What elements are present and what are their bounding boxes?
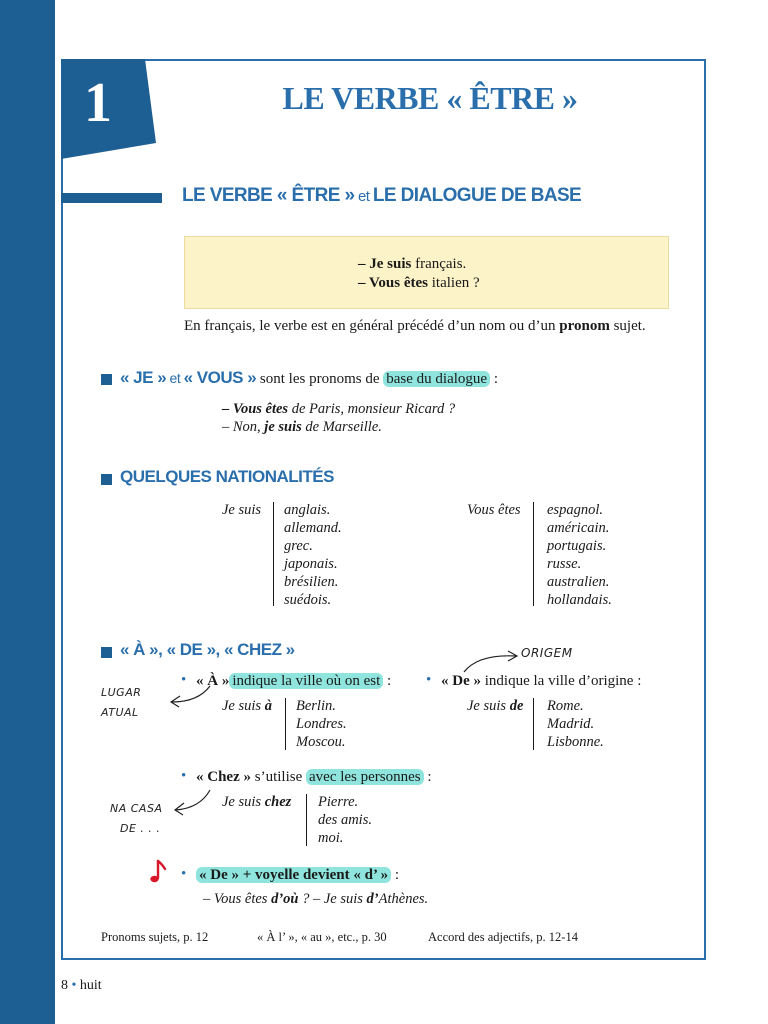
square-bullet-icon <box>101 647 112 658</box>
list-item: allemand. <box>284 520 342 536</box>
list-item: américain. <box>547 520 610 536</box>
handwritten-de: DE . . . <box>120 822 161 835</box>
arrow-icon <box>170 786 216 816</box>
highlight-ville: indique la ville où on est <box>229 673 383 689</box>
list-divider <box>533 698 534 750</box>
example-vous-etes: – Vous êtes de Paris, monsieur Ricard ? <box>222 401 456 417</box>
list-item: des amis. <box>318 812 372 828</box>
list-item: portugais. <box>547 538 607 554</box>
list-item: Madrid. <box>547 716 595 732</box>
chez-people-list <box>318 793 372 847</box>
je-suis-a-label: Je suis à <box>222 698 272 714</box>
a-cities-list <box>296 697 347 751</box>
list-item: Rome. <box>547 698 584 714</box>
list-item: moi. <box>318 830 344 846</box>
example-je-suis: – Non, je suis de Marseille. <box>222 419 382 435</box>
list-divider <box>273 502 274 606</box>
section-rule <box>61 193 162 203</box>
nationalites-list-right <box>547 501 612 609</box>
voyelle-rule: « De » + voyelle devient « d’ » : <box>196 867 399 884</box>
list-divider <box>306 794 307 846</box>
je-suis-chez-label: Je suis chez <box>222 794 292 810</box>
footer-ref-a-l: « À l’ », « au », etc., p. 30 <box>257 930 387 944</box>
list-item: Londres. <box>296 716 347 732</box>
nationalites-heading: QUELQUES NATIONALITÉS <box>120 467 334 486</box>
nationalites-list-left <box>284 501 342 609</box>
handwritten-atual: ATUAL <box>101 706 139 719</box>
vous-etes-label: Vous êtes <box>467 502 521 518</box>
music-note-icon <box>146 858 168 886</box>
list-item: japonais. <box>284 556 338 572</box>
bullet-dot-icon: • <box>181 672 187 688</box>
list-item: Moscou. <box>296 734 346 750</box>
list-divider <box>533 502 534 606</box>
example-line-2: – Vous êtes italien ? <box>358 275 480 291</box>
highlight-voyelle: « De » + voyelle devient « d’ » <box>196 867 391 883</box>
bullet-dot-icon: • <box>181 866 187 882</box>
list-item: anglais. <box>284 502 331 518</box>
je-suis-label: Je suis <box>222 502 262 518</box>
bullet-dot-icon: • <box>181 768 187 784</box>
handwritten-origem: ORIGEM <box>521 646 573 660</box>
handwritten-na-casa: NA CASA <box>110 802 163 815</box>
square-bullet-icon <box>101 374 112 385</box>
intro-text: En français, le verbe est en général précédé d’un nom ou d’un pronom sujet. <box>184 318 646 334</box>
je-vous-heading: « JE » et « VOUS » sont les pronoms de base du dialogue : <box>120 368 498 387</box>
page-number: 8 • huit <box>61 978 102 993</box>
chez-rule: « Chez » s’utilise avec les personnes : <box>196 769 432 785</box>
list-item: Lisbonne. <box>547 734 604 750</box>
list-item: australien. <box>547 574 610 590</box>
example-line-1: – Je suis français. <box>358 256 467 272</box>
voyelle-example: – Vous êtes d’où ? – Je suis d’Athènes. <box>203 891 429 907</box>
je-suis-de-label: Je suis de <box>467 698 524 714</box>
list-item: Berlin. <box>296 698 336 714</box>
list-item: brésilien. <box>284 574 339 590</box>
list-divider <box>285 698 286 750</box>
highlight-personnes: avec les personnes <box>306 769 424 785</box>
chapter-number: 1 <box>84 72 112 134</box>
list-item: grec. <box>284 538 313 554</box>
list-item: Pierre. <box>318 794 359 810</box>
bullet-dot-icon: • <box>426 672 432 688</box>
list-item: hollandais. <box>547 592 612 608</box>
prepositions-heading: « À », « DE », « CHEZ » <box>120 640 295 659</box>
de-rule: « De » indique la ville d’origine : <box>441 673 642 689</box>
square-bullet-icon <box>101 474 112 485</box>
arrow-icon <box>460 648 522 676</box>
left-sidebar-band <box>0 0 55 1024</box>
a-rule: « À » indique la ville où on est : <box>196 673 392 689</box>
list-item: russe. <box>547 556 582 572</box>
list-item: suédois. <box>284 592 332 608</box>
de-cities-list <box>547 697 604 751</box>
footer-ref-accord: Accord des adjectifs, p. 12-14 <box>428 930 578 944</box>
highlight-base-dialogue: base du dialogue <box>383 371 490 387</box>
handwritten-lugar: LUGAR <box>101 686 142 699</box>
section-subtitle: LE VERBE « ÊTRE » et LE DIALOGUE DE BASE <box>182 185 582 206</box>
page-title: LE VERBE « ÊTRE » <box>282 80 578 116</box>
list-item: espagnol. <box>547 502 603 518</box>
footer-ref-pronoms: Pronoms sujets, p. 12 <box>101 930 209 944</box>
arrow-icon <box>168 682 214 708</box>
